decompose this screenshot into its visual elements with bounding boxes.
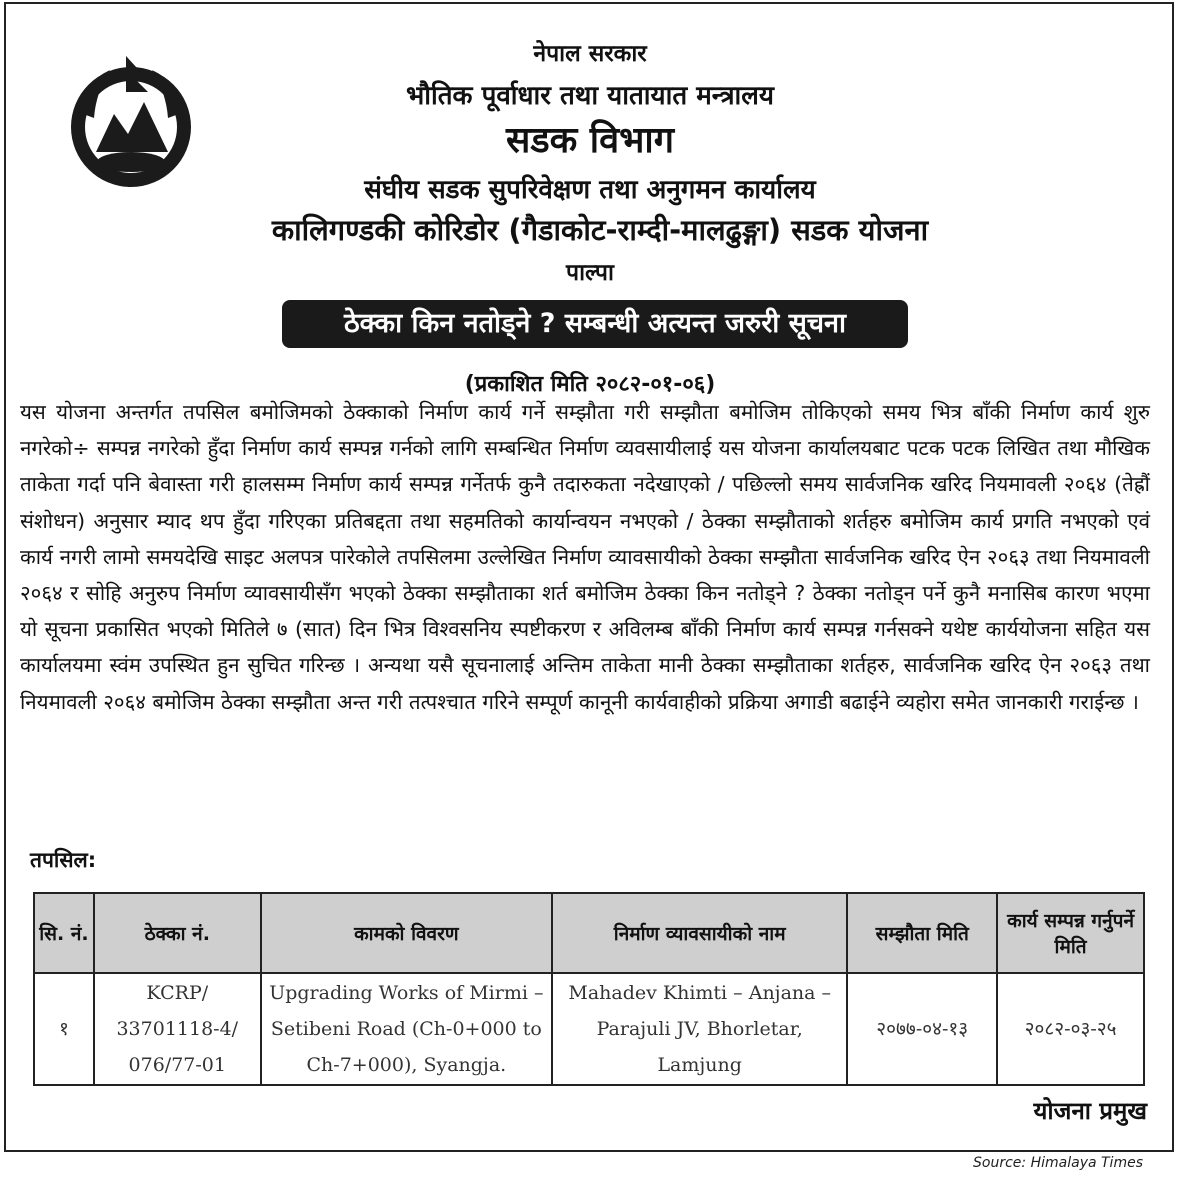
government-name: नेपाल सरकार — [533, 41, 647, 67]
department-name: सडक विभाग — [505, 120, 675, 161]
col-header-completion-date: कार्य सम्पन्न गर्नुपर्ने मिति — [997, 893, 1144, 973]
published-date: (प्रकाशित मिति २०८२-०१-०६) — [464, 372, 716, 397]
table-row — [34, 973, 1144, 1085]
col-header-agreement-date: सम्झौता मिति — [847, 893, 997, 973]
notice-title: ठेक्का किन नतोड्ने ? सम्बन्धी अत्यन्त जरुरी सूचना — [282, 300, 908, 348]
cell-sn: १ — [34, 973, 94, 1085]
table-header-row — [34, 893, 1144, 973]
cell-agreement-date: २०७७-०४-१३ — [847, 973, 997, 1085]
schedule-table — [33, 892, 1145, 1086]
cell-contract-no: KCRP/ 33701118-4/ 076/77-01 — [94, 973, 261, 1085]
schedule-label: तपसिल: — [30, 848, 97, 872]
col-header-description: कामको विवरण — [261, 893, 552, 973]
project-name: कालिगण्डकी कोरिडोर (गैडाकोट-राम्दी-मालढुङ्गा) सडक योजना — [271, 213, 929, 247]
col-header-sn: सि. नं. — [34, 893, 94, 973]
source-credit: Source: Himalaya Times — [973, 1155, 1143, 1171]
ministry-name: भौतिक पूर्वाधार तथा यातायात मन्त्रालय — [405, 81, 775, 111]
notice-body: यस योजना अन्तर्गत तपसिल बमोजिमको ठेक्काको निर्माण कार्य गर्ने सम्झौता गरी सम्झौता बमोजिम तोकिएको समय भित्र बाँकी निर्माण कार्य शुरु नगरेको÷ सम्पन्न नगरेको हुँदा निर्माण कार्य सम्पन्न गर्नको लागि सम्बन्धित निर्माण व्यवसायीलाई यस योजना कार्यालयबाट पटक पटक लिखित तथा मौखिक ताकेता गर्दा पनि बेवास्ता गरी हालसम्म निर्माण कार्य सम्पन्न गर्नेतर्फ कुनै तदारुकता नदेखाएको / पछिल्लो समय सार्वजनिक खरिद नियमावली २०६४ (तेह्रौं संशोधन) अनुसार म्याद थप हुँदा गरिएका प्रतिबद्दता तथा सहमतिको कार्यान्वयन नभएको / ठेक्का सम्झौताको शर्तहरु बमोजिम कार्य प्रगति नभएको एवं कार्य नगरी लामो समयदेखि साइट अलपत्र पारेकोले तपसिलमा उल्लेखित निर्माण व्यावसायीको ठेक्का सम्झौता सार्वजनिक खरिद ऐन २०६३ तथा नियमावली २०६४ र सोहि अनुरुप निर्माण व्यावसायीसँग भएको ठेक्का सम्झौताका शर्त बमोजिम ठेक्का किन नतोड्ने ? ठेक्का नतोड्न पर्ने कुनै मनासिब कारण भएमा यो सूचना प्रकासित भएको मितिले ७ (सात) दिन भित्र विश्वसनिय स्पष्टीकरण र अविलम्ब बाँकी निर्माण कार्य सम्पन्न गर्नसक्ने यथेष्ट कार्ययोजना सहित यस कार्यालयमा स्वंम उपस्थित हुन सुचित गरिन्छ । अन्यथा यसै सूचनालाई अन्तिम ताकेता मानी ठेक्का सम्झौताका शर्तहरु, सार्वजनिक खरिद ऐन २०६३ तथा नियमावली २०६४ बमोजिम ठेक्का सम्झौता अन्त गरी तत्पश्चात गरिने सम्पूर्ण कानूनी कार्यवाहीको प्रक्रिया अगाडी बढाईने व्यहोरा समेत जानकारी गराईन्छ । — [20, 400, 1150, 714]
office-name: संघीय सडक सुपरिवेक्षण तथा अनुगमन कार्यालय — [364, 175, 816, 205]
district-name: पाल्पा — [566, 260, 614, 286]
col-header-contract-no: ठेक्का नं. — [94, 893, 261, 973]
signature-title: योजना प्रमुख — [1033, 1097, 1147, 1125]
cell-description: Upgrading Works of Mirmi – Setibeni Road (Ch-0+000 to Ch-7+000), Syangja. — [261, 973, 552, 1085]
cell-completion-date: २०८२-०३-२५ — [997, 973, 1144, 1085]
cell-contractor: Mahadev Khimti – Anjana – Parajuli JV, Bhorletar, Lamjung — [552, 973, 847, 1085]
col-header-contractor: निर्माण व्यावसायीको नाम — [552, 893, 847, 973]
